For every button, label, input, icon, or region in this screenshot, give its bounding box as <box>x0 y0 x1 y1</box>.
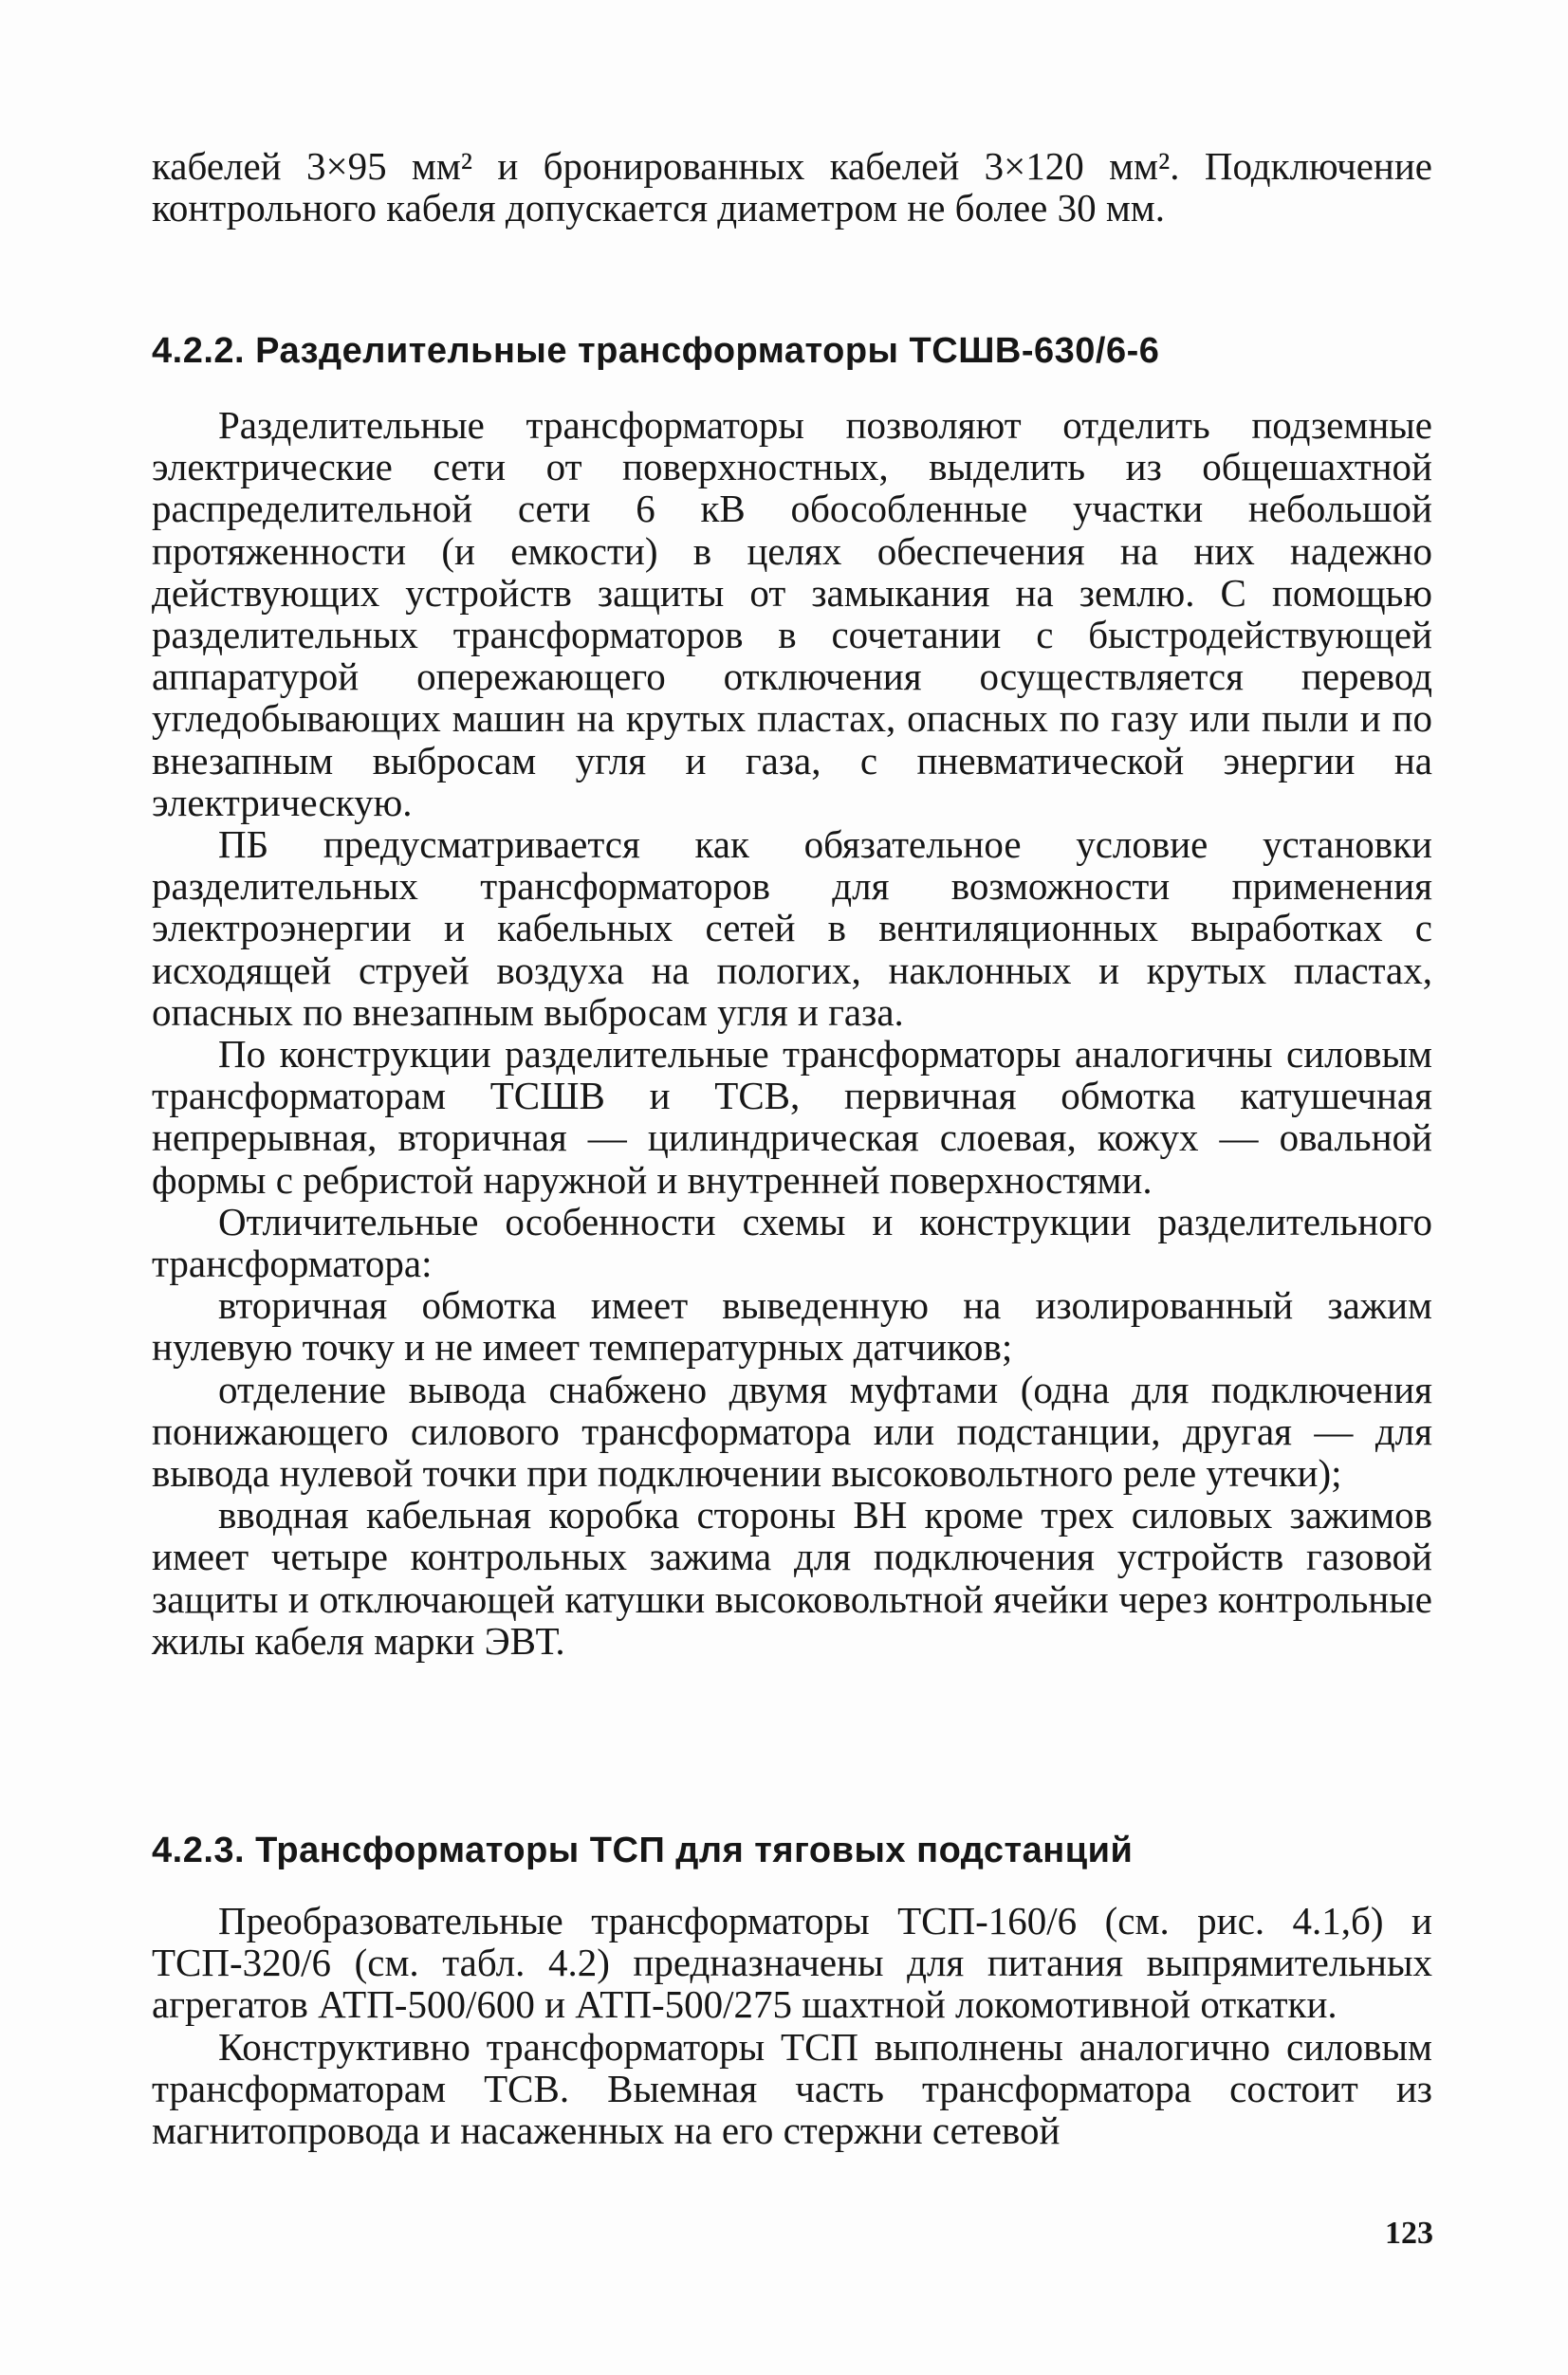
paragraph: По конструкции разделительные трансформаторы аналогичны силовым трансформаторам ТСШВ и ТСВ, первичная обмотка катушечная непрерывная, вторичная — цилиндрическая слоевая, кожух — овальной формы с ребристой наружной и внутренней поверхностями. <box>152 1032 1432 1202</box>
list-paragraph: вводная кабельная коробка стороны ВН кроме трех силовых зажимов имеет четыре контрольных зажима для подключения устройств газовой защиты и отключающей катушки высоковольтной ячейки через контрольные жилы кабеля марки ЭВТ. <box>152 1493 1432 1663</box>
paragraph: Отличительные особенности схемы и конструкции разделительного трансформатора: <box>152 1199 1432 1286</box>
list-paragraph: отделение вывода снабжено двумя муфтами (одна для подключения понижающего силового трансформатора или подстанции, другая — для вывода нулевой точки при подключении высоковольтного реле утечки); <box>152 1367 1432 1496</box>
opening-paragraph: кабелей 3×95 мм² и бронированных кабелей 3×120 мм². Подключение контрольного кабеля допускается диаметром не более 30 мм. <box>152 144 1432 230</box>
section-4-2-3-body <box>152 1900 1432 2151</box>
section-heading-4-2-3: 4.2.3. Трансформаторы ТСП для тяговых подстанций <box>152 1831 1134 1870</box>
section-heading-4-2-2: 4.2.2. Разделительные трансформаторы ТСШВ-630/6-6 <box>152 331 1160 371</box>
paragraph: Конструктивно трансформаторы ТСП выполнены аналогично силовым трансформаторам ТСВ. Выемная часть трансформатора состоит из магнитопровода и насаженных на его стержни сетевой <box>152 2024 1432 2153</box>
opening-text <box>152 145 1432 229</box>
list-paragraph: вторичная обмотка имеет выведенную на изолированный зажим нулевую точку и не имеет температурных датчиков; <box>152 1283 1432 1370</box>
page-number: 123 <box>1385 2216 1433 2251</box>
paragraph: ПБ предусматривается как обязательное условие установки разделительных трансформаторов для возможности применения электроэнергии и кабельных сетей в вентиляционных выработках с исходящей струей воздуха на пологих, наклонных и крутых пластах, опасных по внезапным выбросам угля и газа. <box>152 822 1432 1034</box>
paragraph: Разделительные трансформаторы позволяют отделить подземные электрические сети от поверхностных, выделить из общешахтной распределительной сети 6 кВ обособленные участки небольшой протяженности (и емкости) в целях обеспечения на них надежно действующих устройств защиты от замыкания на землю. С помощью разделительных трансформаторов в сочетании с быстродействующей аппаратурой опережающего отключения осуществляется перевод угледобывающих машин на крутых пластах, опасных по газу или пыли и по внезапным выбросам угля и газа, с пневматической энергии на электрическую. <box>152 403 1432 824</box>
paragraph: Преобразовательные трансформаторы ТСП-160/6 (см. рис. 4.1,б) и ТСП-320/6 (см. табл. 4.2) предназначены для питания выпрямительных агрегатов АТП-500/600 и АТП-500/275 шахтной локомотивной откатки. <box>152 1899 1432 2027</box>
section-4-2-2-body <box>152 404 1432 1662</box>
